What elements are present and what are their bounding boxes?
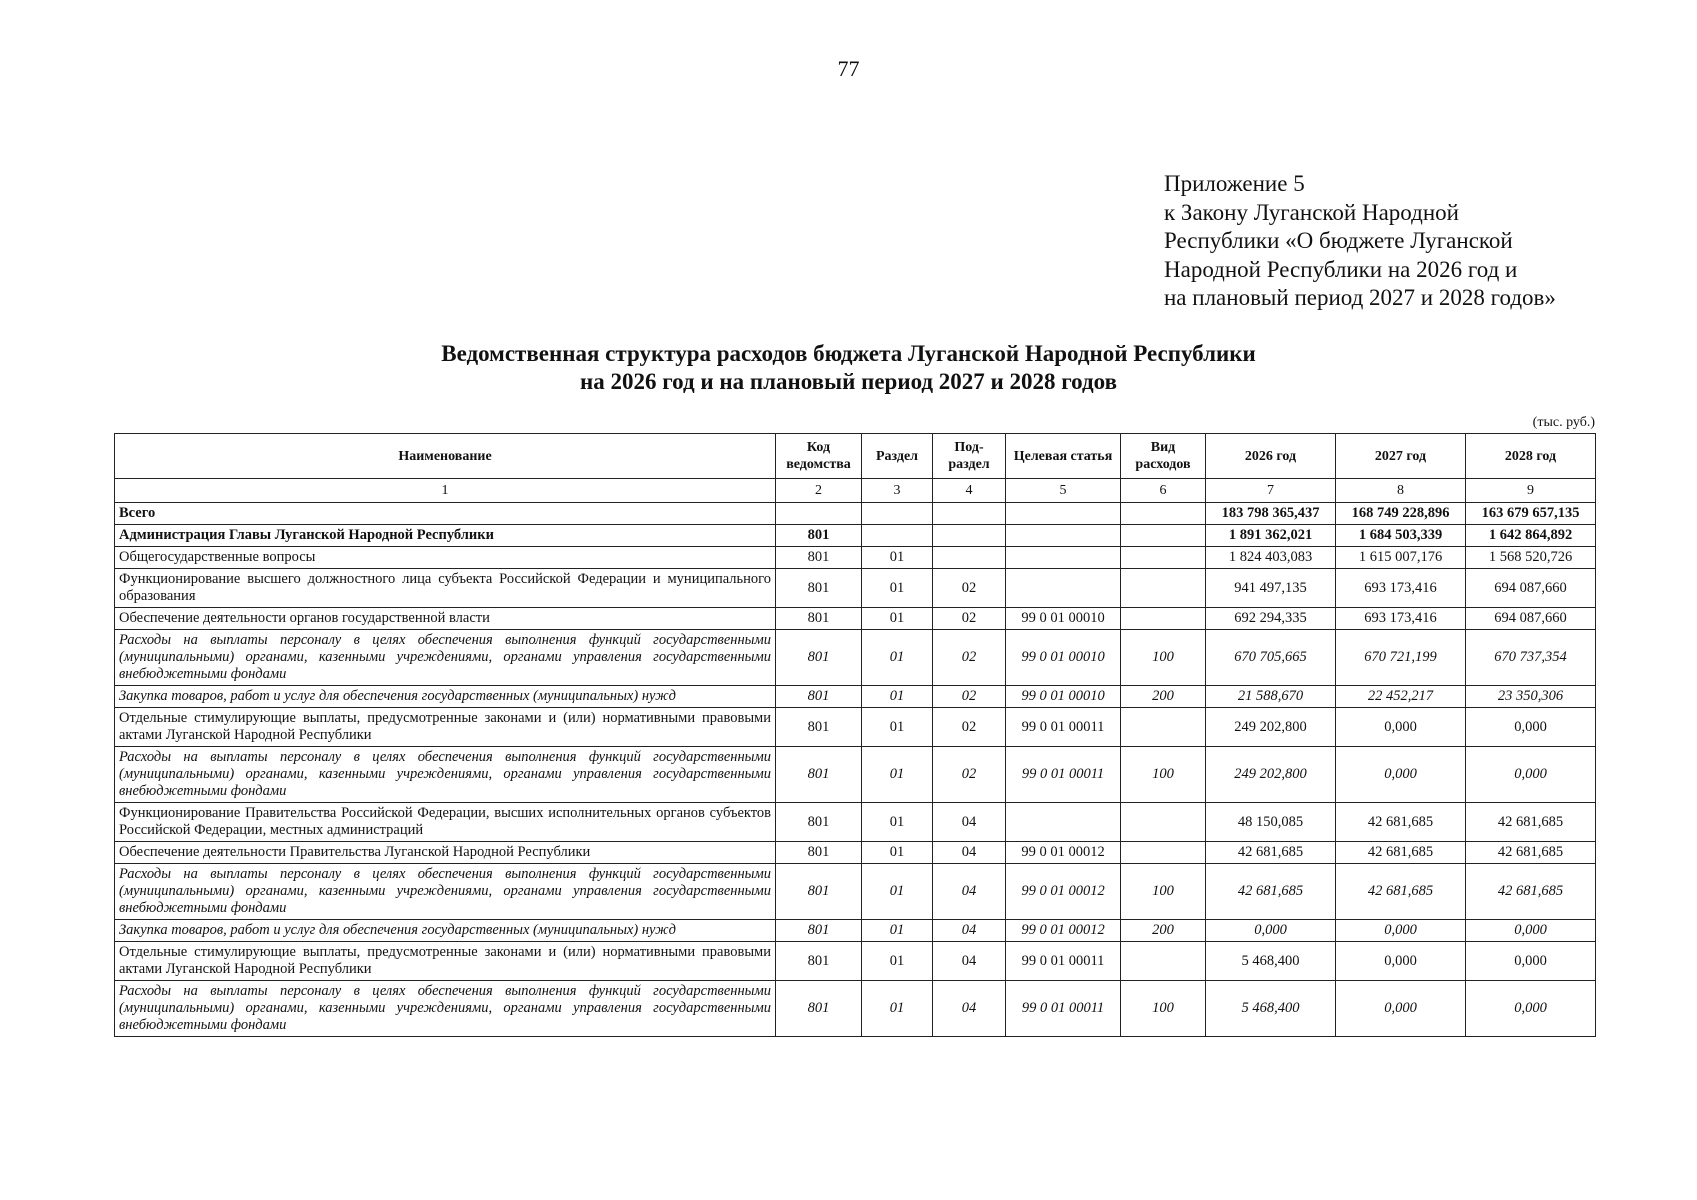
row-2026-cell: 42 681,685	[1206, 864, 1336, 920]
row-razdel-cell: 01	[862, 864, 933, 920]
row-2028-cell: 42 681,685	[1466, 864, 1596, 920]
row-name-cell: Обеспечение деятельности органов государственной власти	[115, 608, 776, 630]
appendix-line: Приложение 5	[1164, 171, 1305, 196]
row-2028-cell: 0,000	[1466, 920, 1596, 942]
row-name-cell: Функционирование высшего должностного лица субъекта Российской Федерации и муниципального образования	[115, 569, 776, 608]
table-row	[115, 569, 1596, 608]
units-note: (тыс. руб.)	[1532, 415, 1595, 430]
row-2028-cell: 1 568 520,726	[1466, 547, 1596, 569]
table-row	[115, 803, 1596, 842]
row-vid-cell	[1121, 569, 1206, 608]
col-number: 2	[776, 479, 862, 503]
row-2028-cell: 42 681,685	[1466, 842, 1596, 864]
row-razdel-cell: 01	[862, 803, 933, 842]
col-number: 7	[1206, 479, 1336, 503]
col-number: 5	[1006, 479, 1121, 503]
row-ved-cell: 801	[776, 747, 862, 803]
row-vid-cell	[1121, 547, 1206, 569]
row-statya-cell: 99 0 01 00010	[1006, 630, 1121, 686]
row-2026-cell: 1 891 362,021	[1206, 525, 1336, 547]
row-name-cell: Расходы на выплаты персоналу в целях обеспечения выполнения функций государственными (муниципальными) органами, казенными учреждениями, органами управления государственными внебюджетными фондами	[115, 630, 776, 686]
row-podrazdel-cell: 02	[933, 608, 1006, 630]
row-2027-cell: 22 452,217	[1336, 686, 1466, 708]
appendix-line: к Закону Луганской Народной	[1164, 199, 1459, 225]
row-vid-cell	[1121, 842, 1206, 864]
row-razdel-cell: 01	[862, 981, 933, 1037]
row-2027-cell: 0,000	[1336, 747, 1466, 803]
row-statya-cell	[1006, 547, 1121, 569]
row-razdel-cell: 01	[862, 747, 933, 803]
row-ved-cell	[776, 503, 862, 525]
row-2026-cell: 5 468,400	[1206, 981, 1336, 1037]
row-razdel-cell: 01	[862, 920, 933, 942]
row-2026-cell: 21 588,670	[1206, 686, 1336, 708]
row-2028-cell: 694 087,660	[1466, 608, 1596, 630]
row-ved-cell: 801	[776, 608, 862, 630]
row-vid-cell	[1121, 503, 1206, 525]
row-2028-cell: 0,000	[1466, 708, 1596, 747]
table-row	[115, 747, 1596, 803]
col-number: 3	[862, 479, 933, 503]
row-name-cell: Всего	[115, 503, 776, 525]
row-2028-cell: 23 350,306	[1466, 686, 1596, 708]
row-vid-cell	[1121, 525, 1206, 547]
row-2027-cell: 0,000	[1336, 942, 1466, 981]
row-podrazdel-cell: 02	[933, 747, 1006, 803]
row-2027-cell: 1 615 007,176	[1336, 547, 1466, 569]
row-2027-cell: 42 681,685	[1336, 803, 1466, 842]
column-number-row	[115, 479, 1596, 503]
row-name-cell: Отдельные стимулирующие выплаты, предусмотренные законами и (или) нормативными правовыми актами Луганской Народной Республики	[115, 942, 776, 981]
header-podrazdel: Под-раздел	[933, 434, 1006, 479]
row-ved-cell: 801	[776, 547, 862, 569]
row-2028-cell: 1 642 864,892	[1466, 525, 1596, 547]
row-podrazdel-cell	[933, 547, 1006, 569]
table-body	[115, 503, 1596, 1037]
row-ved-cell: 801	[776, 920, 862, 942]
table-row	[115, 920, 1596, 942]
row-2026-cell: 941 497,135	[1206, 569, 1336, 608]
row-vid-cell	[1121, 608, 1206, 630]
row-vid-cell: 100	[1121, 981, 1206, 1037]
row-2027-cell: 168 749 228,896	[1336, 503, 1466, 525]
row-ved-cell: 801	[776, 842, 862, 864]
row-podrazdel-cell: 04	[933, 981, 1006, 1037]
budget-table	[114, 433, 1596, 1037]
row-2027-cell: 0,000	[1336, 920, 1466, 942]
row-vid-cell: 200	[1121, 686, 1206, 708]
row-2027-cell: 693 173,416	[1336, 608, 1466, 630]
row-vid-cell: 200	[1121, 920, 1206, 942]
row-2027-cell: 670 721,199	[1336, 630, 1466, 686]
row-2028-cell: 163 679 657,135	[1466, 503, 1596, 525]
appendix-line: на плановый период 2027 и 2028 годов»	[1164, 285, 1556, 310]
header-2027: 2027 год	[1336, 434, 1466, 479]
row-2028-cell: 0,000	[1466, 942, 1596, 981]
table-row	[115, 686, 1596, 708]
table-row	[115, 547, 1596, 569]
appendix-note	[1164, 170, 1556, 313]
col-number: 6	[1121, 479, 1206, 503]
row-statya-cell: 99 0 01 00012	[1006, 920, 1121, 942]
row-2028-cell: 0,000	[1466, 747, 1596, 803]
row-statya-cell: 99 0 01 00011	[1006, 708, 1121, 747]
row-name-cell: Администрация Главы Луганской Народной Республики	[115, 525, 776, 547]
row-2027-cell: 0,000	[1336, 981, 1466, 1037]
table-row	[115, 608, 1596, 630]
row-2027-cell: 693 173,416	[1336, 569, 1466, 608]
row-2026-cell: 670 705,665	[1206, 630, 1336, 686]
row-name-cell: Расходы на выплаты персоналу в целях обеспечения выполнения функций государственными (муниципальными) органами, казенными учреждениями, органами управления государственными внебюджетными фондами	[115, 981, 776, 1037]
row-name-cell: Закупка товаров, работ и услуг для обеспечения государственных (муниципальных) нужд	[115, 686, 776, 708]
header-row	[115, 434, 1596, 479]
row-podrazdel-cell: 02	[933, 708, 1006, 747]
row-ved-cell: 801	[776, 803, 862, 842]
table-row	[115, 708, 1596, 747]
row-2026-cell: 5 468,400	[1206, 942, 1336, 981]
row-2026-cell: 42 681,685	[1206, 842, 1336, 864]
header-2028: 2028 год	[1466, 434, 1596, 479]
row-podrazdel-cell: 04	[933, 842, 1006, 864]
row-ved-cell: 801	[776, 686, 862, 708]
row-ved-cell: 801	[776, 569, 862, 608]
appendix-line: Республики «О бюджете Луганской	[1164, 228, 1513, 253]
row-name-cell: Общегосударственные вопросы	[115, 547, 776, 569]
header-ved: Код ведомства	[776, 434, 862, 479]
header-statya: Целевая статья	[1006, 434, 1121, 479]
row-podrazdel-cell	[933, 503, 1006, 525]
col-number: 1	[115, 479, 776, 503]
row-2026-cell: 692 294,335	[1206, 608, 1336, 630]
title-line-2: на 2026 год и на плановый период 2027 и 2028 годов	[580, 369, 1117, 394]
table-row	[115, 525, 1596, 547]
table-row	[115, 842, 1596, 864]
appendix-line: Народной Республики на 2026 год и	[1164, 256, 1518, 282]
row-razdel-cell: 01	[862, 569, 933, 608]
row-razdel-cell: 01	[862, 608, 933, 630]
table-row	[115, 630, 1596, 686]
row-podrazdel-cell: 02	[933, 569, 1006, 608]
row-statya-cell: 99 0 01 00012	[1006, 864, 1121, 920]
row-ved-cell: 801	[776, 864, 862, 920]
title-line-1: Ведомственная структура расходов бюджета Луганской Народной Республики	[441, 341, 1256, 366]
row-ved-cell: 801	[776, 981, 862, 1037]
row-2026-cell: 1 824 403,083	[1206, 547, 1336, 569]
row-2026-cell: 249 202,800	[1206, 747, 1336, 803]
row-vid-cell	[1121, 942, 1206, 981]
row-podrazdel-cell: 02	[933, 630, 1006, 686]
row-podrazdel-cell: 04	[933, 920, 1006, 942]
row-razdel-cell: 01	[862, 842, 933, 864]
col-number: 9	[1466, 479, 1596, 503]
table-row	[115, 503, 1596, 525]
row-ved-cell: 801	[776, 708, 862, 747]
row-name-cell: Функционирование Правительства Российской Федерации, высших исполнительных органов субъектов Российской Федерации, местных администраций	[115, 803, 776, 842]
row-podrazdel-cell: 04	[933, 864, 1006, 920]
col-number: 8	[1336, 479, 1466, 503]
row-name-cell: Отдельные стимулирующие выплаты, предусмотренные законами и (или) нормативными правовыми актами Луганской Народной Республики	[115, 708, 776, 747]
row-razdel-cell: 01	[862, 708, 933, 747]
row-podrazdel-cell: 04	[933, 942, 1006, 981]
header-name: Наименование	[115, 434, 776, 479]
row-vid-cell	[1121, 708, 1206, 747]
row-statya-cell	[1006, 503, 1121, 525]
row-statya-cell	[1006, 525, 1121, 547]
row-razdel-cell: 01	[862, 942, 933, 981]
row-name-cell: Закупка товаров, работ и услуг для обеспечения государственных (муниципальных) нужд	[115, 920, 776, 942]
row-2026-cell: 48 150,085	[1206, 803, 1336, 842]
page-number: 77	[837, 56, 860, 81]
row-podrazdel-cell: 04	[933, 803, 1006, 842]
row-razdel-cell: 01	[862, 686, 933, 708]
row-ved-cell: 801	[776, 942, 862, 981]
row-ved-cell: 801	[776, 630, 862, 686]
row-name-cell: Обеспечение деятельности Правительства Луганской Народной Республики	[115, 842, 776, 864]
row-statya-cell: 99 0 01 00010	[1006, 608, 1121, 630]
table-row	[115, 864, 1596, 920]
row-name-cell: Расходы на выплаты персоналу в целях обеспечения выполнения функций государственными (муниципальными) органами, казенными учреждениями, органами управления государственными внебюджетными фондами	[115, 747, 776, 803]
row-2027-cell: 42 681,685	[1336, 842, 1466, 864]
row-statya-cell: 99 0 01 00011	[1006, 747, 1121, 803]
table-row	[115, 942, 1596, 981]
row-vid-cell: 100	[1121, 747, 1206, 803]
row-name-cell: Расходы на выплаты персоналу в целях обеспечения выполнения функций государственными (муниципальными) органами, казенными учреждениями, органами управления государственными внебюджетными фондами	[115, 864, 776, 920]
row-razdel-cell	[862, 525, 933, 547]
row-razdel-cell	[862, 503, 933, 525]
row-statya-cell	[1006, 803, 1121, 842]
row-2027-cell: 1 684 503,339	[1336, 525, 1466, 547]
row-statya-cell	[1006, 569, 1121, 608]
document-title	[0, 340, 1697, 396]
col-number: 4	[933, 479, 1006, 503]
row-2027-cell: 42 681,685	[1336, 864, 1466, 920]
row-vid-cell	[1121, 803, 1206, 842]
header-2026: 2026 год	[1206, 434, 1336, 479]
table-row	[115, 981, 1596, 1037]
row-razdel-cell: 01	[862, 547, 933, 569]
row-2026-cell: 0,000	[1206, 920, 1336, 942]
row-statya-cell: 99 0 01 00011	[1006, 981, 1121, 1037]
row-statya-cell: 99 0 01 00011	[1006, 942, 1121, 981]
row-2027-cell: 0,000	[1336, 708, 1466, 747]
header-vid: Вид расходов	[1121, 434, 1206, 479]
row-2026-cell: 249 202,800	[1206, 708, 1336, 747]
row-2028-cell: 42 681,685	[1466, 803, 1596, 842]
row-razdel-cell: 01	[862, 630, 933, 686]
row-statya-cell: 99 0 01 00010	[1006, 686, 1121, 708]
row-vid-cell: 100	[1121, 864, 1206, 920]
row-2026-cell: 183 798 365,437	[1206, 503, 1336, 525]
row-2028-cell: 670 737,354	[1466, 630, 1596, 686]
row-2028-cell: 0,000	[1466, 981, 1596, 1037]
row-podrazdel-cell: 02	[933, 686, 1006, 708]
row-podrazdel-cell	[933, 525, 1006, 547]
row-ved-cell: 801	[776, 525, 862, 547]
row-statya-cell: 99 0 01 00012	[1006, 842, 1121, 864]
row-vid-cell: 100	[1121, 630, 1206, 686]
header-razdel: Раздел	[862, 434, 933, 479]
row-2028-cell: 694 087,660	[1466, 569, 1596, 608]
